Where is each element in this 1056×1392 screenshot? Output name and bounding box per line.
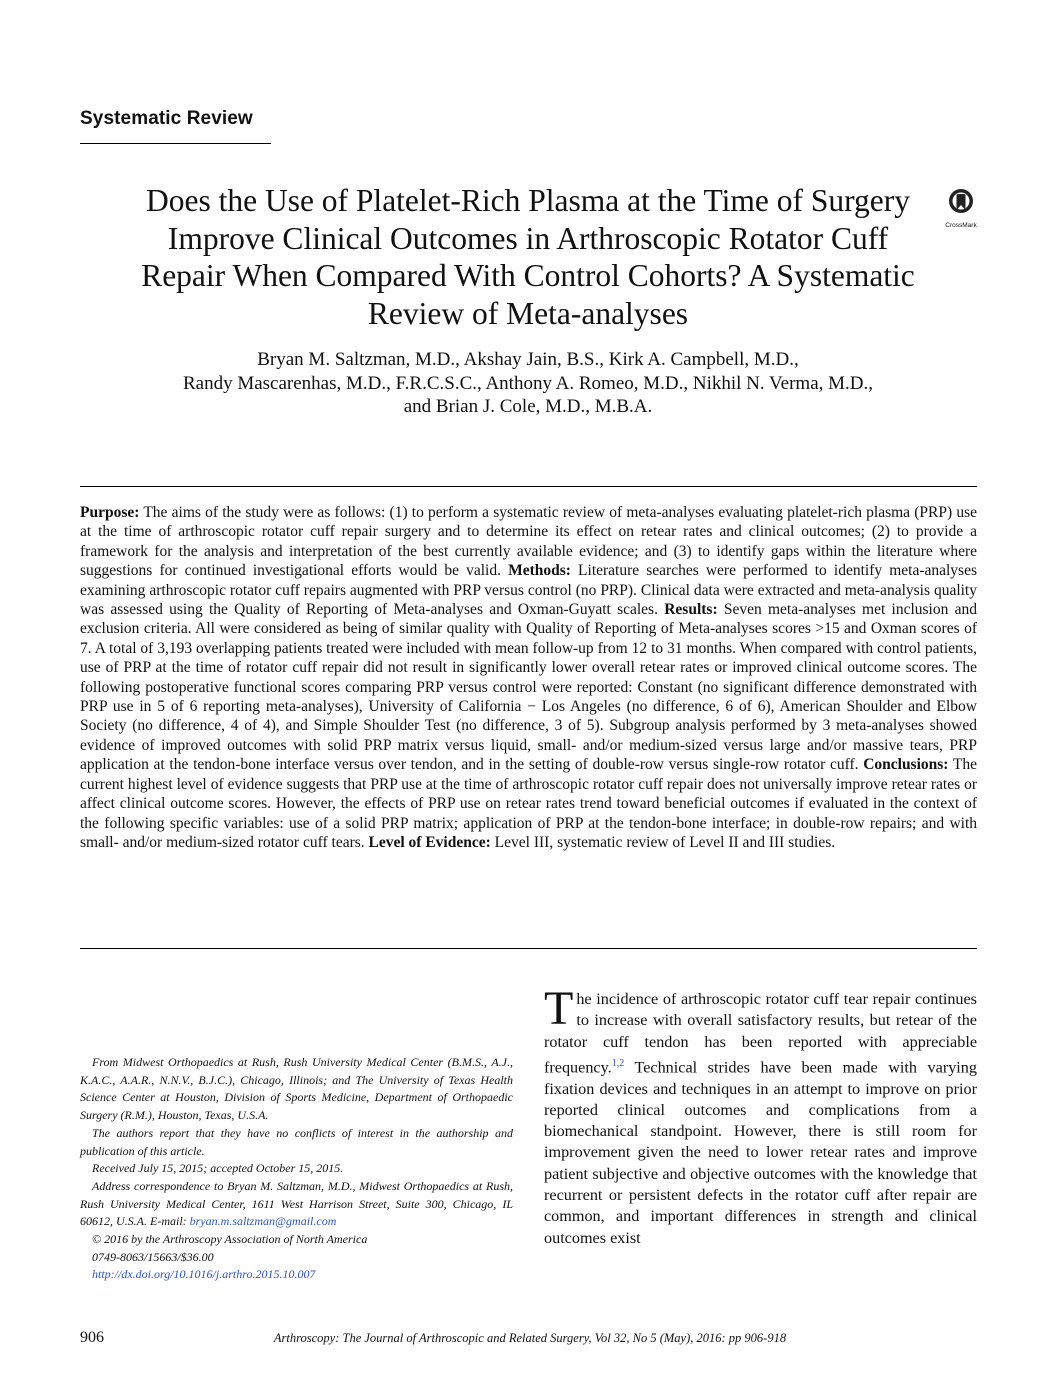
author-line: and Brian J. Cole, M.D., M.B.A. bbox=[403, 396, 653, 417]
conclusions-label: Conclusions: bbox=[863, 756, 949, 774]
author-line: Randy Mascarenhas, M.D., F.R.C.S.C., Anthony A. Romeo, M.D., Nikhil N. Verma, M.D., bbox=[182, 372, 874, 394]
methods-label: Methods: bbox=[508, 562, 571, 580]
level-of-evidence-label: Level of Evidence: bbox=[368, 833, 491, 851]
doi-note bbox=[80, 1266, 513, 1284]
abstract-top-rule bbox=[80, 486, 977, 487]
author-list bbox=[80, 348, 976, 419]
page-number: 906 bbox=[80, 1329, 104, 1346]
body-text-part: Technical strides have been made with varying fixation devices and techniques in an attempt to improve on prior reported clinical outcomes and complications from a biomechanical standpoint. However, there is still room for improvement given the need to lower retear rates and improve patient subjective and objective outcomes with the knowledge that recurrent or persistent defects in the rotator cuff after repair are common, and important differences in strength and clinical outcomes exist bbox=[544, 1058, 977, 1247]
article-title: Does the Use of Platelet-Rich Plasma at the Time of Surgery Improve Clinical Outcomes in Arthroscopic Rotator Cuff Repair When Compared With Control Cohorts? A Systematic Review of Meta-analyses bbox=[141, 183, 915, 331]
issn-note: 0749-8063/15663/$36.00 bbox=[92, 1249, 214, 1264]
abstract-bottom-rule bbox=[80, 948, 977, 949]
copyright-note: © 2016 by the Arthroscopy Association of North America bbox=[92, 1232, 368, 1247]
correspondence-text: Address correspondence to Bryan M. Saltzman, M.D., Midwest Orthopaedics at Rush, Rush University Medical Center, 1611 West Harrison Street, Suite 300, Chicago, IL 60612, U.S.A. E-mail: bbox=[80, 1178, 513, 1229]
author-line: Bryan M. Saltzman, M.D., Akshay Jain, B.S., Kirk A. Campbell, M.D., bbox=[257, 349, 799, 370]
conflict-note: The authors report that they have no conflicts of interest in the authorship and publication of this article. bbox=[80, 1125, 513, 1158]
methods-text: Literature searches were performed to identify meta-analyses examining arthroscopic rotator cuff repairs augmented with PRP versus control (no PRP). Clinical data were extracted and meta-analysis quality was assessed using the Quality of Reporting of Meta-analyses and Oxman-Guyatt scales. bbox=[80, 562, 977, 619]
crossmark-label: CrossMark bbox=[945, 222, 977, 229]
section-divider bbox=[80, 143, 271, 144]
results-text: Seven meta-analyses met inclusion and exclusion criteria. All were considered as being of similar quality with Quality of Reporting of Meta-analyses scores >15 and Oxman scores of 7. A total of 3,193 overlapping patients treated were included with mean follow-up from 12 to 31 months. When compared with control patients, use of PRP at the time of rotator cuff repair did not result in significantly lower overall retear rates or improved clinical outcome scores. The following postoperative functional scores comparing PRP versus control were reported: Constant (no significant difference demonstrated with PRP use in 5 of 6 reporting meta-analyses), University of California − Los Angeles (no difference, 6 of 6), American Shoulder and Elbow Society (no difference, 4 of 4), and Simple Shoulder Test (no difference, 3 of 5). Subgroup analysis performed by 3 meta-analyses showed evidence of improved outcomes with solid PRP matrix versus liquid, small- and/or medium-sized versus large and/or massive tears, PRP application at the tendon-bone interface versus over tendon, and in the setting of double-row versus single-row rotator cuff. bbox=[80, 601, 977, 774]
purpose-text: The aims of the study were as follows: (1) to perform a systematic review of meta-analyses evaluating platelet-rich plasma (PRP) use at the time of arthroscopic rotator cuff repair surgery and to determine its effect on retear rates and clinical outcomes; (2) to provide a framework for the analysis and interpretation of the best currently available evidence; and (3) to identify gaps within the literature where suggestions for continued investigational efforts would be valid. bbox=[80, 504, 977, 580]
article-footnote bbox=[80, 1054, 513, 1284]
crossmark-icon bbox=[948, 188, 974, 216]
journal-citation: Arthroscopy: The Journal of Arthroscopic and Related Surgery, Vol 32, No 5 (May), 2016: pp 906-918 bbox=[273, 1331, 787, 1345]
email-link[interactable]: bryan.m.saltzman@gmail.com bbox=[189, 1214, 337, 1229]
correspondence-note bbox=[80, 1178, 513, 1231]
results-label: Results: bbox=[664, 601, 718, 619]
level-of-evidence-text: Level III, systematic review of Level II and III studies. bbox=[490, 833, 836, 851]
section-label: Systematic Review bbox=[80, 108, 253, 129]
received-note: Received July 15, 2015; accepted October 15, 2015. bbox=[92, 1161, 344, 1176]
drop-cap: T bbox=[544, 982, 574, 1035]
abstract bbox=[80, 503, 977, 852]
citation-link[interactable]: 1,2 bbox=[611, 1057, 625, 1069]
body-text bbox=[544, 982, 977, 1249]
affiliation-note: From Midwest Orthopaedics at Rush, Rush University Medical Center (B.M.S., A.J., K.A.C., A.A.R., N.N.V., B.J.C.), Chicago, Illinois; and The University of Texas Health Science Center at Houston, Division of Sports Medicine, Department of Orthopaedic Surgery (R.M.), Houston, Texas, U.S.A. bbox=[80, 1055, 513, 1123]
crossmark-badge[interactable] bbox=[942, 188, 980, 228]
purpose-label: Purpose: bbox=[80, 504, 140, 521]
doi-link[interactable]: http://dx.doi.org/10.1016/j.arthro.2015.10.007 bbox=[92, 1267, 316, 1282]
conclusions-text: The current highest level of evidence suggests that PRP use at the time of arthroscopic rotator cuff repair does not universally improve retear rates or affect clinical outcome scores. However, the effects of PRP use on retear rates trend toward beneficial outcomes if evaluated in the context of the following specific variables: use of a solid PRP matrix; application of PRP at the tendon-bone interface; in double-row repairs; and with small- and/or medium-sized rotator cuff tears. bbox=[80, 756, 977, 851]
body-text-part: he incidence of arthroscopic rotator cuff tear repair continues to increase with overall satisfactory results, but retear of the rotator cuff tendon has been reported with appreciable frequency. bbox=[544, 990, 977, 1077]
